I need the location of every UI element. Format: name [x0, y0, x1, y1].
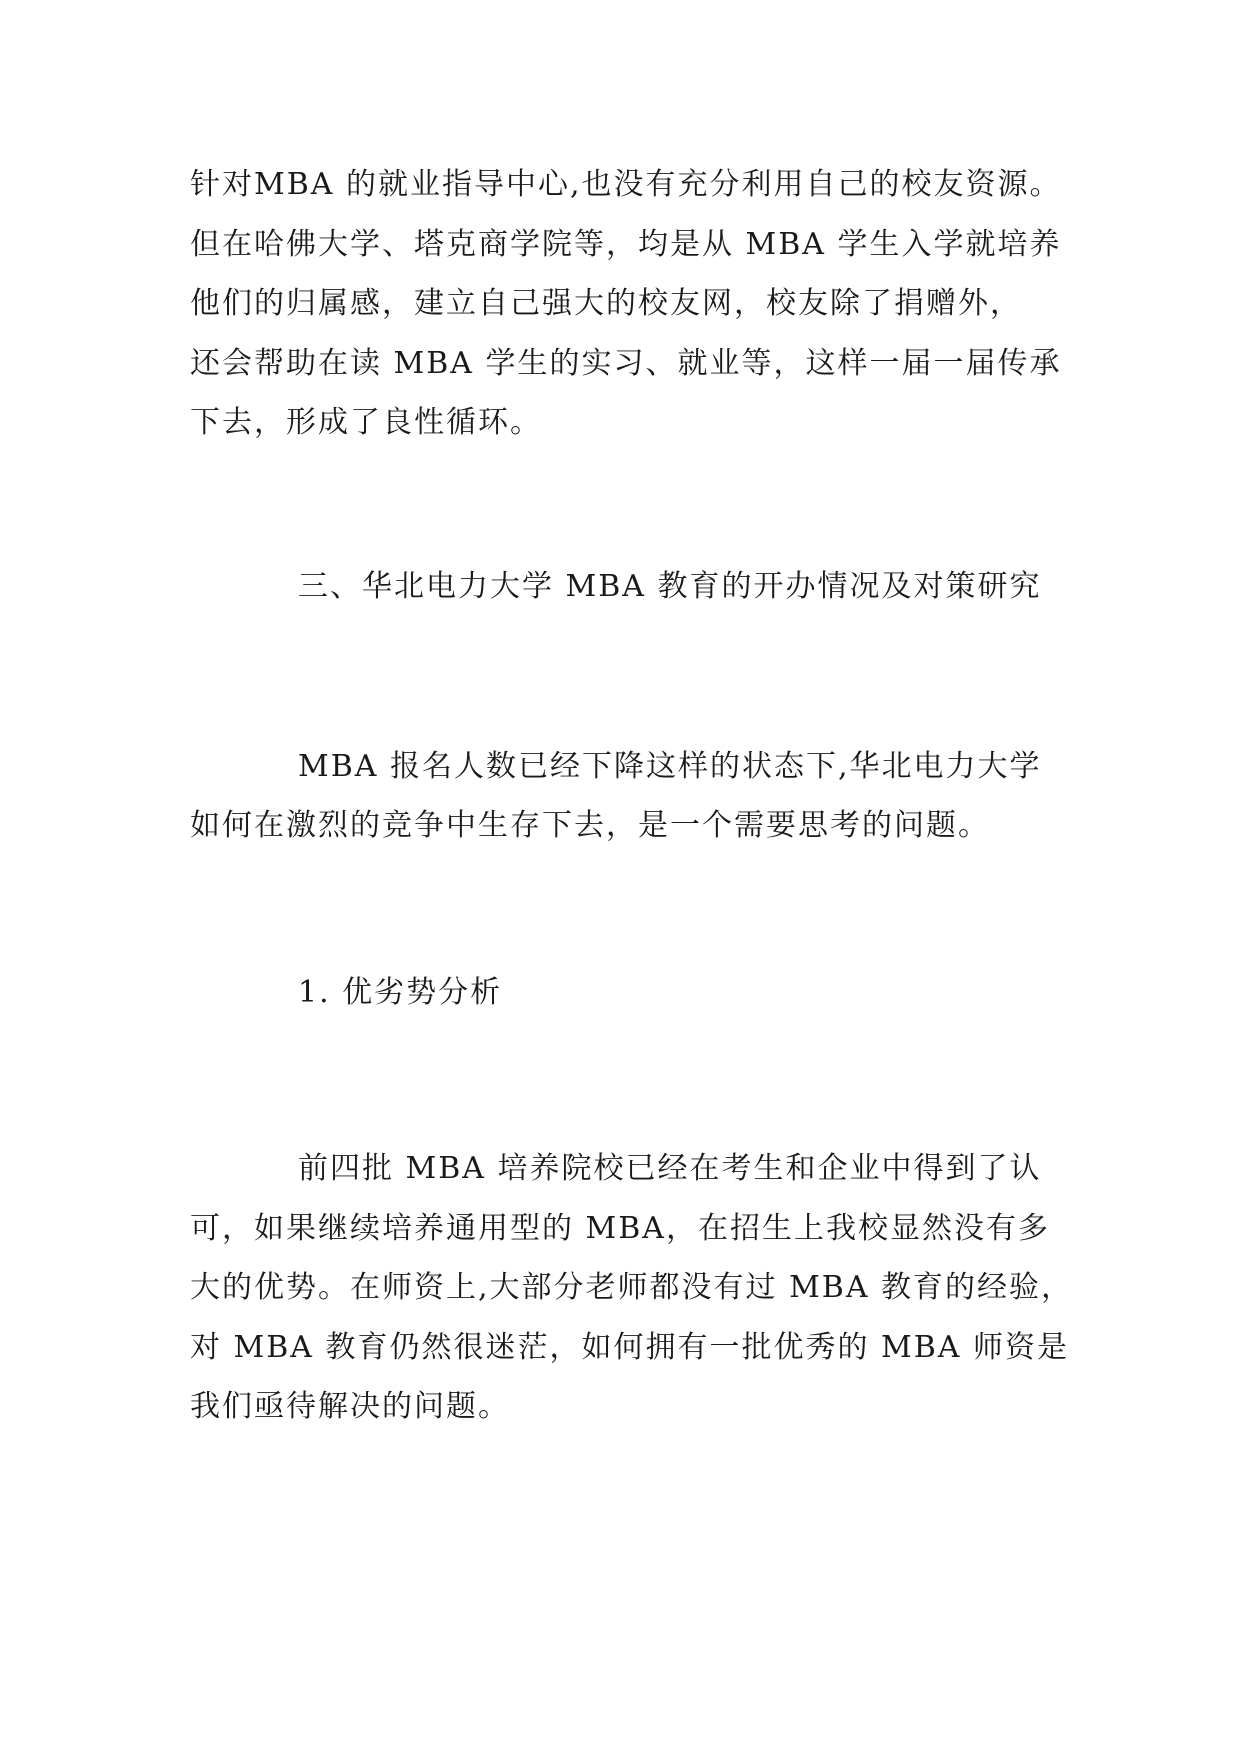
subsection-heading: 1. 优劣势分析 [298, 975, 503, 1010]
paragraph-3-line-2: 可，如果继续培养通用型的 MBA，在招生上我校显然没有多 [190, 1211, 1050, 1246]
paragraph-3-line-4: 对 MBA 教育仍然很迷茫，如何拥有一批优秀的 MBA 师资是 [190, 1330, 1070, 1365]
paragraph-1-line-2: 但在哈佛大学、塔克商学院等，均是从 MBA 学生入学就培养 [190, 227, 1062, 262]
paragraph-1-line-5: 下去，形成了良性循环。 [190, 405, 542, 440]
paragraph-2-line-2: 如何在激烈的竞争中生存下去，是一个需要思考的问题。 [190, 808, 990, 843]
paragraph-1-line-1: 针对MBA 的就业指导中心,也没有充分利用自己的校友资源。 [190, 167, 1062, 202]
paragraph-2-line-1: MBA 报名人数已经下降这样的状态下,华北电力大学 [298, 749, 1042, 784]
paragraph-3-line-3: 大的优势。在师资上,大部分老师都没有过 MBA 教育的经验， [190, 1270, 1074, 1305]
paragraph-1-line-3: 他们的归属感，建立自己强大的校友网，校友除了捐赠外， [190, 286, 1022, 321]
section-heading: 三、华北电力大学 MBA 教育的开办情况及对策研究 [298, 569, 1042, 604]
paragraph-1-line-4: 还会帮助在读 MBA 学生的实习、就业等，这样一届一届传承 [190, 346, 1062, 381]
paragraph-3-line-1: 前四批 MBA 培养院校已经在考生和企业中得到了认 [298, 1151, 1042, 1186]
paragraph-3-line-5: 我们亟待解决的问题。 [190, 1389, 510, 1424]
